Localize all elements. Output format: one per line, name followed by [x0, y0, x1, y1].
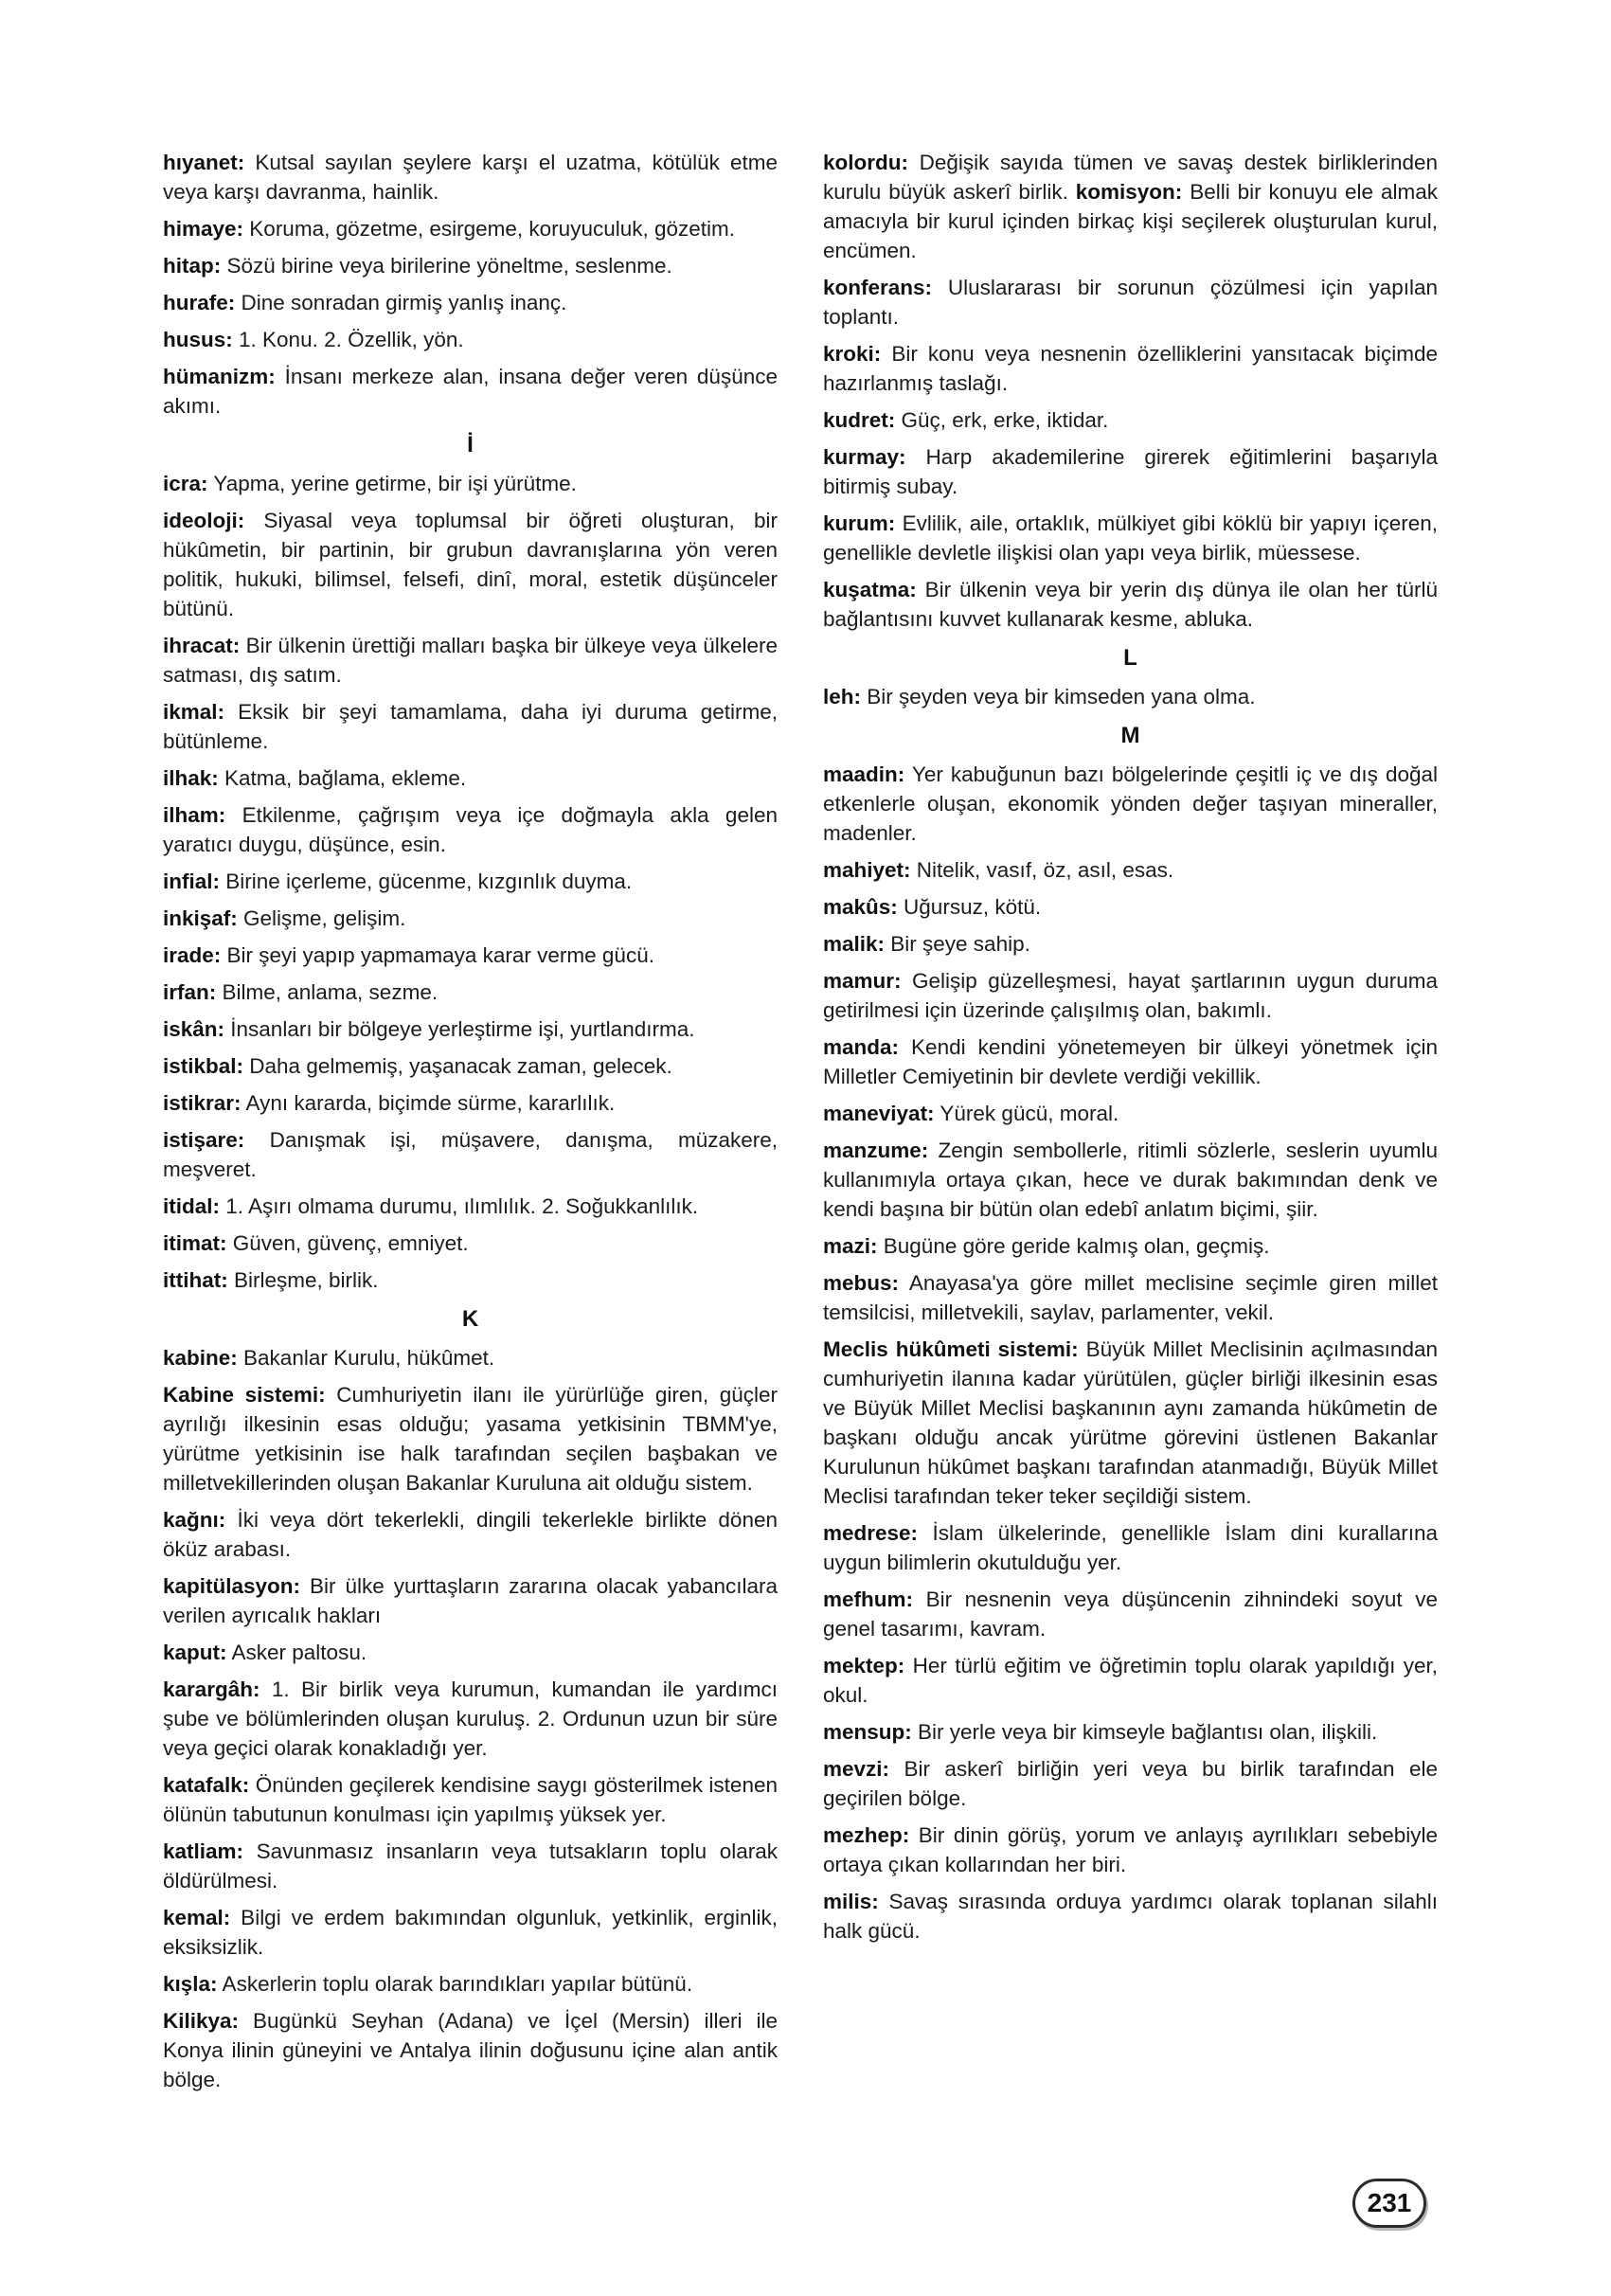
glossary-entry: Kabine sistemi: Cumhuriyetin ilanı ile yürürlüğe giren, güçler ayrılığı ilkesinin esas olduğu; yasama yetkisinin TBMM'ye, yürütme yetkisinin ise halk tarafından seçilen başbakan ve milletvekillerinden oluşan Bakanlar Kuruluna ait olduğu sistem.: [163, 1383, 778, 1495]
glossary-entry: mektep: Her türlü eğitim ve öğretimin toplu olarak yapıldığı yer, okul.: [823, 1654, 1438, 1707]
glossary-entry: Kilikya: Bugünkü Seyhan (Adana) ve İçel (Mersin) illeri ile Konya ilinin güneyini ve Antalya ilinin doğusunu içine alan antik bölge.: [163, 2009, 778, 2091]
entry-term: kurum:: [823, 511, 896, 535]
glossary-entry: mebus: Anayasa'ya göre millet meclisine seçimle giren millet temsilcisi, milletvekili, saylav, parlamenter, vekil.: [823, 1271, 1438, 1324]
glossary-entry: katafalk: Önünden geçilerek kendisine saygı gösterilmek istenen ölünün tabutunun konulması için yapılmış yüksek yer.: [163, 1773, 778, 1826]
entry-term: ikmal:: [163, 700, 225, 724]
glossary-entry: makûs: Uğursuz, kötü.: [823, 895, 1042, 919]
glossary-entry: leh: Bir şeyden veya bir kimseden yana olma.: [823, 685, 1256, 709]
section-letter-K: K: [461, 1306, 479, 1332]
entry-term: mektep:: [823, 1654, 905, 1677]
entry-term: mahiyet:: [823, 858, 911, 882]
entry-term: hümanizm:: [163, 365, 276, 388]
glossary-entry: mezhep: Bir dinin görüş, yorum ve anlayış ayrılıkları sebebiyle ortaya çıkan kollarından her biri.: [823, 1823, 1438, 1876]
glossary-entry: Meclis hükûmeti sistemi: Büyük Millet Meclisinin açılmasından cumhuriyetin ilanına kadar yürütülen, güçler birliği ilkesinin esas ve Büyük Millet Meclisi başkanının aynı zamanda hükûmetin de başkanı olduğu ancak yürütme görevini üstlenen Bakanlar Kurulunun hükûmet başkanı tarafından atanmadığı, Büyük Millet Meclisi tarafından teker teker seçildiği sistem.: [823, 1337, 1438, 1508]
glossary-entry: istişare: Danışmak işi, müşavere, danışma, müzakere, meşveret.: [163, 1128, 778, 1181]
glossary-entry: ideoloji: Siyasal veya toplumsal bir öğreti oluşturan, bir hükûmetin, bir partinin, bir grubun davranışlarına yön veren politik, hukuki, bilimsel, felsefi, dinî, moral, estetik düşünceler bütünü.: [163, 509, 778, 620]
entry-term: husus:: [163, 328, 233, 351]
entry-term: karargâh:: [163, 1677, 260, 1701]
entry-term: kolordu:: [823, 151, 908, 174]
glossary-entry: itidal: 1. Aşırı olmama durumu, ılımlılık. 2. Soğukkanlılık.: [163, 1194, 699, 1218]
two-column-layout: [163, 148, 1438, 2102]
section-letter-M: M: [1120, 723, 1140, 748]
glossary-entry: kaput: Asker paltosu.: [163, 1641, 367, 1664]
entry-term: kuşatma:: [823, 578, 917, 601]
glossary-entry: kurum: Evlilik, aile, ortaklık, mülkiyet gibi köklü bir yapıyı içeren, genellikle devletle ilişkisi olan yapı veya birlik, müessese.: [823, 511, 1438, 565]
section-letter-L: L: [1123, 645, 1137, 671]
glossary-entry: husus: 1. Konu. 2. Özellik, yön.: [163, 328, 464, 351]
entry-term: inkişaf:: [163, 906, 238, 930]
entry-term: milis:: [823, 1890, 879, 1913]
entry-term: kaput:: [163, 1641, 227, 1664]
entry-term: itimat:: [163, 1231, 227, 1255]
glossary-entry: hurafe: Dine sonradan girmiş yanlış inanç.: [163, 291, 567, 314]
entry-term: mevzi:: [823, 1757, 890, 1781]
glossary-entry: irfan: Bilme, anlama, sezme.: [163, 980, 439, 1004]
glossary-entry: malik: Bir şeye sahip.: [823, 932, 1030, 956]
entry-term: ideoloji:: [163, 509, 245, 532]
entry-term: kroki:: [823, 342, 882, 366]
glossary-entry: inkişaf: Gelişme, gelişim.: [163, 906, 406, 930]
glossary-entry: hıyanet: Kutsal sayılan şeylere karşı el uzatma, kötülük etme veya karşı davranma, hainlik.: [163, 151, 778, 204]
page-number-badge: 231: [1352, 2179, 1426, 2228]
entry-term: iskân:: [163, 1017, 225, 1041]
entry-term: ihracat:: [163, 634, 241, 657]
glossary-entry: kudret: Güç, erk, erke, iktidar.: [823, 408, 1109, 432]
entry-term: kağnı:: [163, 1508, 226, 1532]
glossary-entry: kağnı: İki veya dört tekerlekli, dingili tekerlekle birlikte dönen öküz arabası.: [163, 1508, 778, 1561]
entry-term: infial:: [163, 870, 220, 893]
entry-term: mebus:: [823, 1271, 900, 1295]
entry-term: kudret:: [823, 408, 896, 432]
entry-term: himaye:: [163, 217, 244, 241]
entry-term: kabine:: [163, 1346, 238, 1370]
glossary-entry: mensup: Bir yerle veya bir kimseyle bağlantısı olan, ilişkili.: [823, 1720, 1378, 1744]
glossary-entry: mefhum: Bir nesnenin veya düşüncenin zihnindeki soyut ve genel tasarımı, kavram.: [823, 1587, 1438, 1641]
entry-term: malik:: [823, 932, 886, 956]
entry-term: leh:: [823, 685, 862, 709]
left-column: [163, 148, 778, 2102]
glossary-entry: katliam: Savunmasız insanların veya tutsakların toplu olarak öldürülmesi.: [163, 1839, 778, 1892]
glossary-entry: infial: Birine içerleme, gücenme, kızgınlık duyma.: [163, 870, 633, 893]
glossary-entry: icra: Yapma, yerine getirme, bir işi yürütme.: [163, 472, 577, 495]
glossary-entry: himaye: Koruma, gözetme, esirgeme, koruyuculuk, gözetim.: [163, 217, 736, 241]
glossary-entry: manzume: Zengin sembollerle, ritimli sözlerle, seslerin uyumlu kullanımıyla ortaya çıkan, hece ve durak bakımından denk ve kendi başına bir bütün olan edebî anlatım biçimi, şiir.: [823, 1139, 1438, 1221]
section-letter-İ: İ: [467, 432, 474, 457]
entry-term: kapitülasyon:: [163, 1574, 301, 1598]
entry-term: itidal:: [163, 1194, 220, 1218]
glossary-entry: milis: Savaş sırasında orduya yardımcı olarak toplanan silahlı halk gücü.: [823, 1890, 1438, 1943]
glossary-entry: mazi: Bugüne göre geride kalmış olan, geçmiş.: [823, 1234, 1270, 1258]
glossary-entry: itimat: Güven, güvenç, emniyet.: [163, 1231, 469, 1255]
glossary-entry: manda: Kendi kendini yönetemeyen bir ülkeyi yönetmek için Milletler Cemiyetinin bir devlete verdiği vekillik.: [823, 1035, 1438, 1088]
glossary-entry: ilham: Etkilenme, çağrışım veya içe doğmayla akla gelen yaratıcı duygu, düşünce, esin.: [163, 803, 778, 856]
entry-term: mezhep:: [823, 1823, 910, 1847]
entry-term: katafalk:: [163, 1773, 250, 1797]
glossary-entry: karargâh: 1. Bir birlik veya kurumun, kumandan ile yardımcı şube ve bölümlerinden oluşan kuruluş. 2. Ordunun uzun bir süre veya geçici olarak konakladığı yer.: [163, 1677, 778, 1760]
entry-term: hurafe:: [163, 291, 236, 314]
entry-term: hıyanet:: [163, 151, 245, 174]
entry-term: kemal:: [163, 1906, 231, 1929]
entry-term: manzume:: [823, 1139, 929, 1162]
entry-term: mensup:: [823, 1720, 912, 1744]
glossary-entry: mevzi: Bir askerî birliğin yeri veya bu birlik tarafından ele geçirilen bölge.: [823, 1757, 1438, 1810]
entry-term: irfan:: [163, 980, 217, 1004]
entry-term: istikrar:: [163, 1091, 242, 1115]
entry-term: ilham:: [163, 803, 226, 827]
glossary-entry: ilhak: Katma, bağlama, ekleme.: [163, 766, 467, 790]
glossary-entry: maadin: Yer kabuğunun bazı bölgelerinde çeşitli iç ve dış doğal etkenlerle oluşan, ekonomik yönden değer taşıyan mineraller, madenler.: [823, 762, 1438, 845]
entry-term: mefhum:: [823, 1587, 913, 1611]
glossary-entry: istikbal: Daha gelmemiş, yaşanacak zaman, gelecek.: [163, 1054, 672, 1078]
glossary-entry: irade: Bir şeyi yapıp yapmamaya karar verme gücü.: [163, 943, 654, 967]
entry-term: mazi:: [823, 1234, 878, 1258]
glossary-entry: hümanizm: İnsanı merkeze alan, insana değer veren düşünce akımı.: [163, 365, 778, 418]
entry-term: istikbal:: [163, 1054, 244, 1078]
glossary-entry: medrese: İslam ülkelerinde, genellikle İslam dini kurallarına uygun bilimlerin okutulduğu yer.: [823, 1521, 1438, 1574]
entry-term: hitap:: [163, 254, 222, 278]
entry-term: mamur:: [823, 969, 902, 993]
entry-term: Kilikya:: [163, 2009, 240, 2033]
glossary-entry: kışla: Askerlerin toplu olarak barındıkları yapılar bütünü.: [163, 1972, 693, 1996]
entry-term: Meclis hükûmeti sistemi:: [823, 1337, 1079, 1361]
entry-term: Kabine sistemi:: [163, 1383, 326, 1407]
entry-term: maneviyat:: [823, 1102, 935, 1125]
entry-term: katliam:: [163, 1839, 244, 1863]
glossary-entry: hitap: Sözü birine veya birilerine yöneltme, seslenme.: [163, 254, 672, 278]
glossary-entry: ikmal: Eksik bir şeyi tamamlama, daha iyi duruma getirme, bütünleme.: [163, 700, 778, 753]
entry-term: ilhak:: [163, 766, 219, 790]
glossary-entry: kabine: Bakanlar Kurulu, hükûmet.: [163, 1346, 495, 1370]
entry-term: istişare:: [163, 1128, 245, 1152]
glossary-entry: kurmay: Harp akademilerine girerek eğitimlerini başarıyla bitirmiş subay.: [823, 445, 1438, 498]
entry-term: irade:: [163, 943, 222, 967]
glossary-entry: iskân: İnsanları bir bölgeye yerleştirme işi, yurtlandırma.: [163, 1017, 695, 1041]
glossary-entry: istikrar: Aynı kararda, biçimde sürme, kararlılık.: [163, 1091, 616, 1115]
glossary-entry: kemal: Bilgi ve erdem bakımından olgunluk, yetkinlik, erginlik, eksiksizlik.: [163, 1906, 778, 1959]
entry-term: ittihat:: [163, 1268, 228, 1292]
glossary-entry: mahiyet: Nitelik, vasıf, öz, asıl, esas.: [823, 858, 1174, 882]
glossary-entry: ihracat: Bir ülkenin ürettiği malları başka bir ülkeye veya ülkelere satması, dış satım.: [163, 634, 778, 687]
glossary-entry: kuşatma: Bir ülkenin veya bir yerin dış dünya ile olan her türlü bağlantısını kuvvet kullanarak kesme, abluka.: [823, 578, 1438, 631]
entry-term: konferans:: [823, 276, 933, 299]
glossary-entry: konferans: Uluslararası bir sorunun çözülmesi için yapılan toplantı.: [823, 276, 1438, 329]
glossary-entry: ittihat: Birleşme, birlik.: [163, 1268, 379, 1292]
glossary-entry: kroki: Bir konu veya nesnenin özelliklerini yansıtacak biçimde hazırlanmış taslağı.: [823, 342, 1438, 395]
glossary-entry: mamur: Gelişip güzelleşmesi, hayat şartlarının uygun duruma getirilmesi için üzerinde çalışılmış olan, bakımlı.: [823, 969, 1438, 1022]
entry-term: manda:: [823, 1035, 900, 1059]
entry-term: maadin:: [823, 762, 905, 786]
right-column: [823, 148, 1438, 2102]
entry-term: medrese:: [823, 1521, 919, 1545]
entry-term: kışla:: [163, 1972, 218, 1996]
entry-term: komisyon:: [1075, 180, 1183, 204]
entry-term: kurmay:: [823, 445, 906, 469]
entry-term: icra:: [163, 472, 208, 495]
glossary-entry: kapitülasyon: Bir ülke yurttaşların zararına olacak yabancılara verilen ayrıcalık hakları: [163, 1574, 778, 1627]
glossary-entry: kolordu: Değişik sayıda tümen ve savaş destek birliklerinden kurulu büyük askerî birlik. komisyon: Belli bir konuyu ele almak amacıyla bir kurul içinden birkaç kişi seçilerek oluşturulan kurul, encümen.: [823, 151, 1438, 262]
entry-term: makûs:: [823, 895, 898, 919]
glossary-entry: maneviyat: Yürek gücü, moral.: [823, 1102, 1119, 1125]
